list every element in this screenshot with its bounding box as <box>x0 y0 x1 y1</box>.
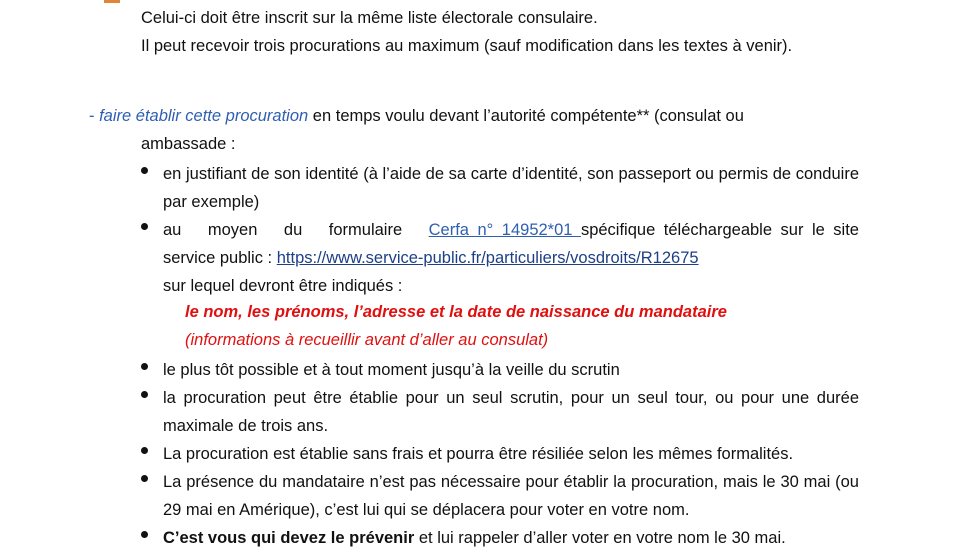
top-accent-mark <box>104 0 120 3</box>
list-item <box>141 440 881 468</box>
bullet-dot <box>141 167 148 174</box>
bullet-rest: et lui rappeler d’aller voter en votre nom le 30 mai. <box>414 529 786 547</box>
bullet-bold: C’est vous qui devez le prévenir <box>163 529 415 547</box>
bullet-dot <box>141 447 148 454</box>
list-item <box>141 356 881 384</box>
bullet-text: en justifiant de son identité (à l’aide de sa carte d’identité, son passeport ou permis de conduire par exemple) <box>163 165 859 211</box>
bullet-form-line3: sur lequel devront être indiqués : <box>163 277 403 295</box>
bullet-dot <box>141 363 148 370</box>
list-item <box>141 524 881 552</box>
list-item <box>141 468 881 524</box>
section-rest: en temps voulu devant l’autorité compétente** (consulat ou <box>308 107 744 125</box>
section-continuation: ambassade : <box>141 135 236 153</box>
paragraph-limit: Il peut recevoir trois procurations au maximum (sauf modification dans les textes à venir). <box>141 37 793 55</box>
list-item <box>141 160 881 216</box>
section-heading <box>89 106 744 126</box>
required-fields: le nom, les prénoms, l’adresse et la date de naissance du mandataire <box>185 303 727 321</box>
bullet-dot <box>141 223 148 230</box>
paragraph-registration: Celui-ci doit être inscrit sur la même liste électorale consulaire. <box>141 9 598 27</box>
list-item <box>141 384 881 440</box>
list-item <box>141 216 881 300</box>
bullet-text: La procuration est établie sans frais et pourra être résiliée selon les mêmes formalités. <box>163 445 794 463</box>
bullet-dot <box>141 475 148 482</box>
bullet-text: le plus tôt possible et à tout moment jusqu’à la veille du scrutin <box>163 361 620 379</box>
bullet-text: la procuration peut être établie pour un seul scrutin, pour un seul tour, ou pour une durée maximale de trois ans. <box>163 389 859 435</box>
bullet-dot <box>141 531 148 538</box>
bullet-form-prefix: au moyen du formulaire <box>163 221 429 239</box>
bullet-text <box>163 524 881 552</box>
cerfa-link[interactable]: Cerfa n° 14952*01 <box>428 221 581 239</box>
bullet-text: La présence du mandataire n’est pas nécessaire pour établir la procuration, mais le 30 mai (ou 29 mai en Amérique), c’est lui qui se déplacera pour voter en votre nom. <box>163 473 859 519</box>
service-public-link[interactable]: https://www.service-public.fr/particuliers/vosdroits/R12675 <box>276 249 699 267</box>
section-link-text: faire établir cette procuration <box>99 107 309 125</box>
required-note: (informations à recueillir avant d’aller au consulat) <box>185 331 549 349</box>
bullet-text <box>163 216 859 300</box>
bullet-form-after: spécifique téléchargeable sur le site service public : <box>163 221 859 267</box>
section-dash: - <box>89 107 100 125</box>
bullet-dot <box>141 391 148 398</box>
